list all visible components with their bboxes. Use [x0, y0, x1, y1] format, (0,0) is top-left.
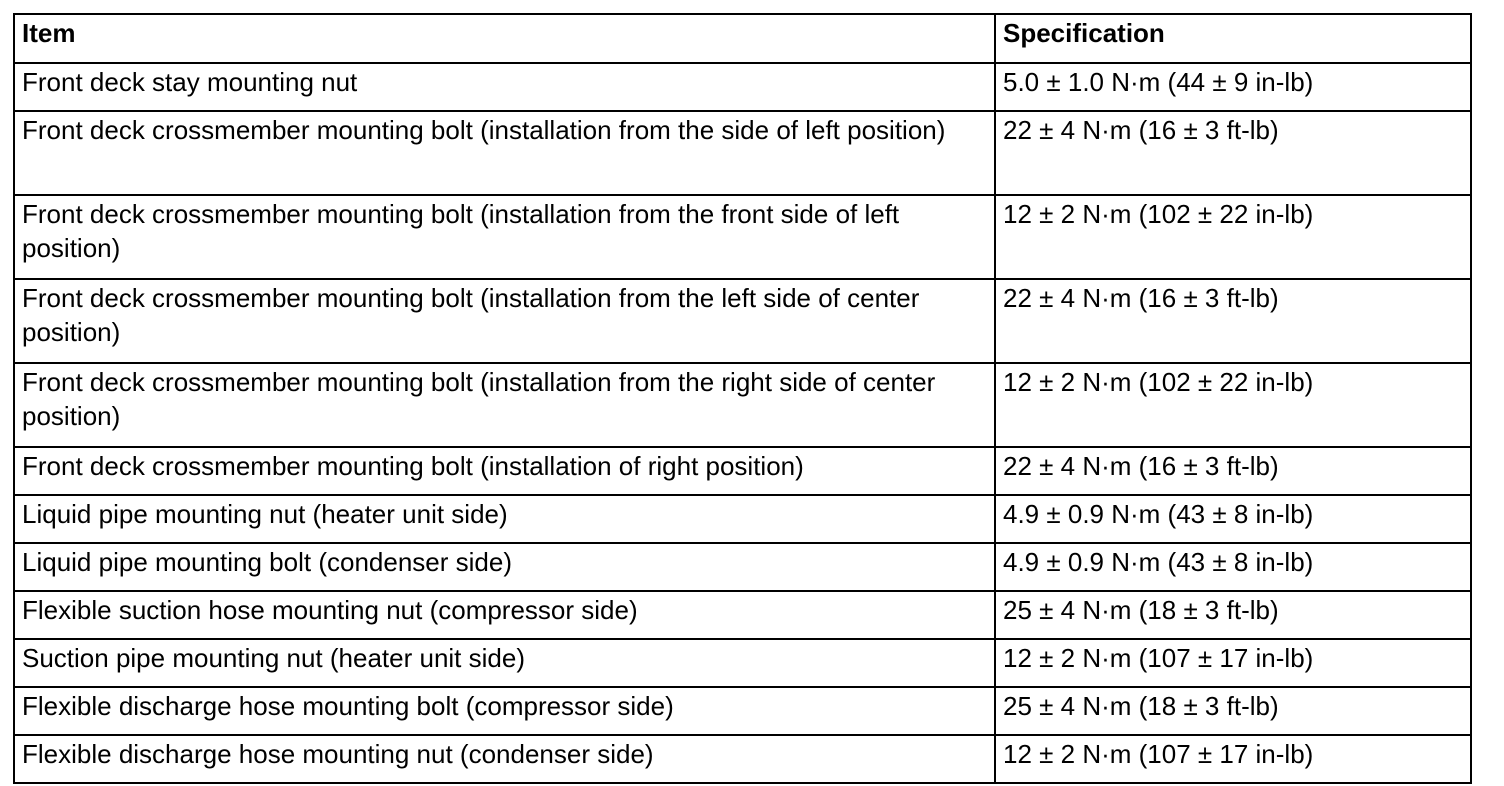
table-row	[14, 195, 1471, 279]
item-cell: Liquid pipe mounting bolt (condenser side)	[14, 543, 995, 591]
item-cell: Front deck crossmember mounting bolt (installation of right position)	[14, 447, 995, 495]
header-specification: Specification	[995, 14, 1471, 63]
table-header-row	[14, 14, 1471, 63]
item-cell: Suction pipe mounting nut (heater unit side)	[14, 639, 995, 687]
specification-cell: 4.9 ± 0.9 N·m (43 ± 8 in-lb)	[995, 495, 1471, 543]
specification-cell: 12 ± 2 N·m (107 ± 17 in-lb)	[995, 639, 1471, 687]
torque-specification-table	[13, 13, 1472, 784]
item-cell: Flexible discharge hose mounting nut (condenser side)	[14, 735, 995, 783]
item-cell: Front deck crossmember mounting bolt (installation from the right side of center position)	[14, 363, 995, 447]
specification-cell: 12 ± 2 N·m (107 ± 17 in-lb)	[995, 735, 1471, 783]
header-item: Item	[14, 14, 995, 63]
specification-cell: 25 ± 4 N·m (18 ± 3 ft-lb)	[995, 687, 1471, 735]
table-row	[14, 111, 1471, 195]
specification-cell: 22 ± 4 N·m (16 ± 3 ft-lb)	[995, 111, 1471, 195]
item-cell: Liquid pipe mounting nut (heater unit side)	[14, 495, 995, 543]
table-row	[14, 687, 1471, 735]
specification-cell: 12 ± 2 N·m (102 ± 22 in-lb)	[995, 195, 1471, 279]
item-cell: Front deck crossmember mounting bolt (installation from the front side of left position)	[14, 195, 995, 279]
table-row	[14, 543, 1471, 591]
table-row	[14, 639, 1471, 687]
table-row	[14, 63, 1471, 111]
specification-cell: 5.0 ± 1.0 N·m (44 ± 9 in-lb)	[995, 63, 1471, 111]
table-row	[14, 363, 1471, 447]
table-row	[14, 447, 1471, 495]
item-cell: Front deck stay mounting nut	[14, 63, 995, 111]
table-row	[14, 495, 1471, 543]
specification-cell: 12 ± 2 N·m (102 ± 22 in-lb)	[995, 363, 1471, 447]
item-cell: Flexible suction hose mounting nut (compressor side)	[14, 591, 995, 639]
item-cell: Flexible discharge hose mounting bolt (compressor side)	[14, 687, 995, 735]
specification-cell: 25 ± 4 N·m (18 ± 3 ft-lb)	[995, 591, 1471, 639]
specification-cell: 22 ± 4 N·m (16 ± 3 ft-lb)	[995, 279, 1471, 363]
table-row	[14, 591, 1471, 639]
specification-cell: 22 ± 4 N·m (16 ± 3 ft-lb)	[995, 447, 1471, 495]
specification-cell: 4.9 ± 0.9 N·m (43 ± 8 in-lb)	[995, 543, 1471, 591]
table-row	[14, 279, 1471, 363]
item-cell: Front deck crossmember mounting bolt (installation from the left side of center position)	[14, 279, 995, 363]
table-row	[14, 735, 1471, 783]
item-cell: Front deck crossmember mounting bolt (installation from the side of left position)	[14, 111, 995, 195]
